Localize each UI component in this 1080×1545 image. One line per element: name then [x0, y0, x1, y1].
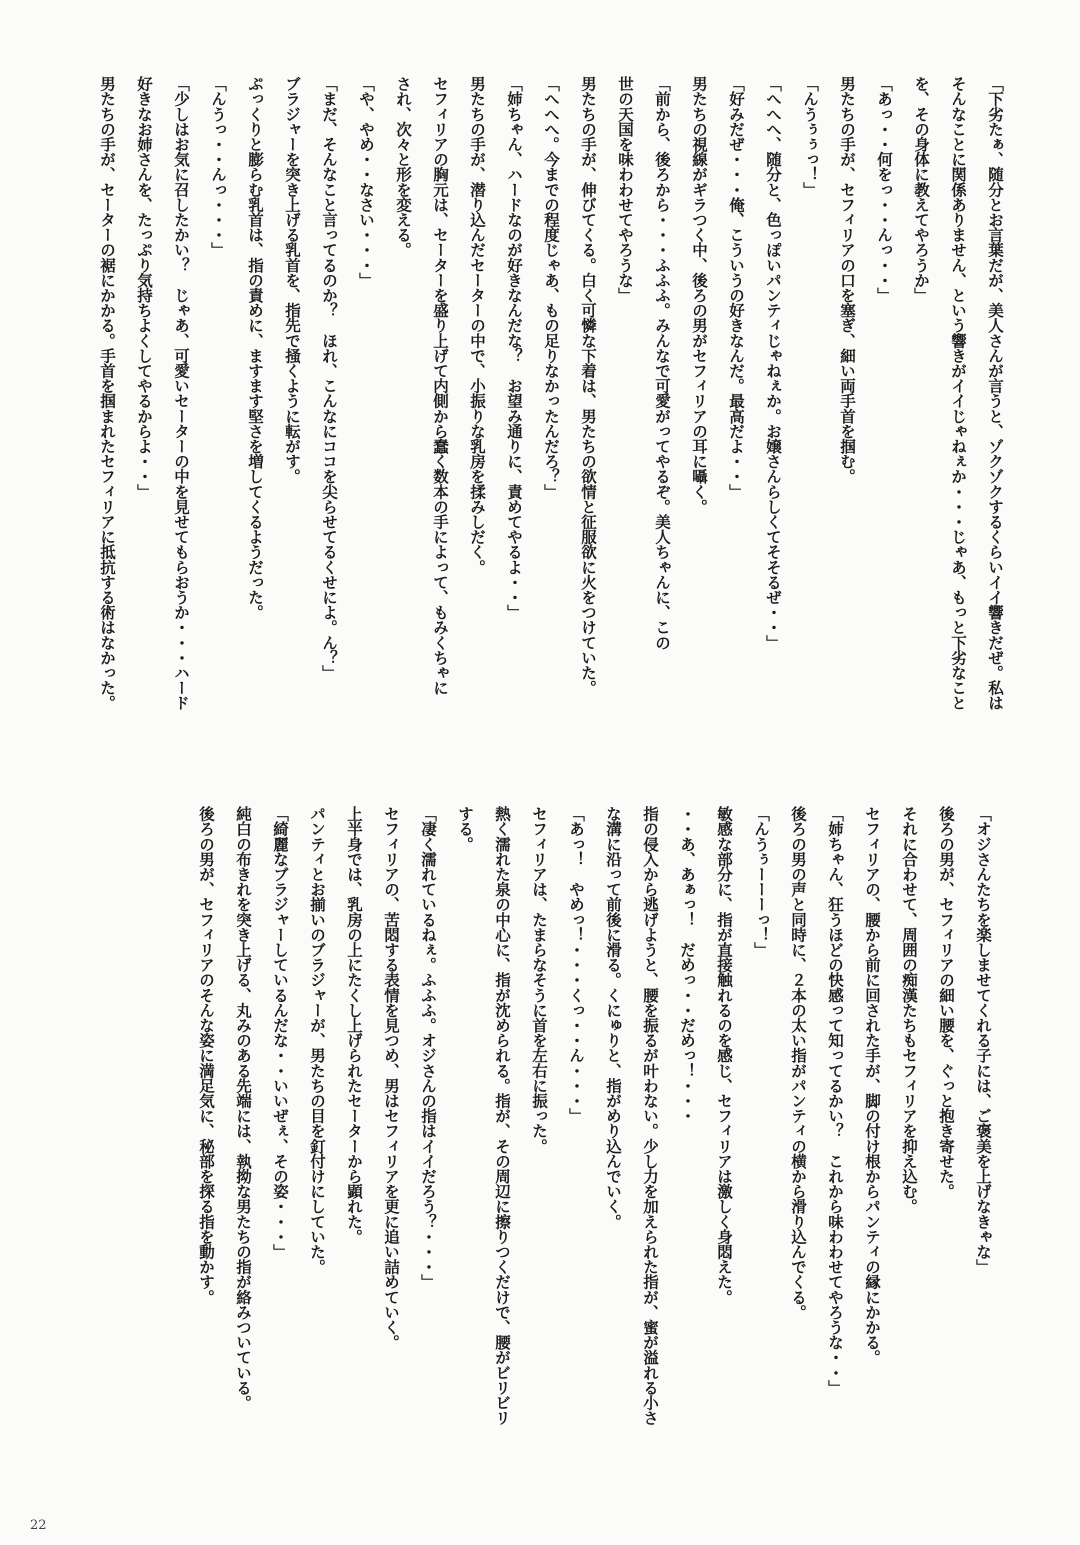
- text-column: セフィリアの、苦悶する表情を見つめ、男はセフィリアを更に追い詰めていく。: [382, 806, 401, 1350]
- text-column: それに合わせて、周囲の痴漢たちもセフィリアを抑え込む。: [900, 806, 919, 1214]
- text-column: 「まだ、そんなこと言ってるのか？ ほれ、こんなにココを尖らせてるくせによ。ん？」: [320, 76, 339, 681]
- text-column: を、その身体に教えてやろうか」: [912, 76, 931, 303]
- text-column: 「へへへ。今までの程度じゃあ、もの足りなかったんだろ？」: [542, 76, 561, 499]
- text-column: 男たちの視線がギラつく中、後ろの男がセフィリアの耳に囁く。: [690, 76, 709, 514]
- text-column: ぷっくりと膨らむ乳首は、指の責めに、ますます堅さを増してくるようだった。: [246, 76, 265, 620]
- text-column: され、次々と形を変える。: [394, 76, 413, 258]
- text-column: 世の天国を味わわせてやろうな」: [616, 76, 635, 303]
- text-column: 「綺麗なブラジャーしているんだな・・いいぜぇ、その姿・・・」: [271, 806, 290, 1260]
- text-column: 「姉ちゃん、ハードなのが好きなんだな？ お望み通りに、責めてやるよ・・」: [505, 76, 524, 620]
- text-column: 男たちの手が、伸びてくる。白く可憐な下着は、男たちの欲情と征服欲に火をつけていた。: [579, 76, 598, 696]
- text-column: 「んうぅーーーっ！」: [752, 806, 771, 958]
- text-column: セフィリアの、腰から前に回された手が、脚の付け根からパンティの縁にかかる。: [863, 806, 882, 1365]
- text-column: ・・あ、あぁっ！ だめっ・・だめっ！・・・: [678, 806, 697, 1124]
- upper-text-block: [89, 76, 1014, 776]
- lower-text-block: [188, 806, 1002, 1496]
- text-column: 「んうっ・・んっ・・・」: [209, 76, 228, 258]
- text-column: 「少しはお気に召したかい？ じゃあ、可愛いセーターの中を見せてもらおうか・・・ハード: [172, 76, 191, 711]
- text-column: 熱く濡れた泉の中心に、指が沈められる。指が、その周辺に擦りつくだけで、腰がビリビリ: [493, 806, 512, 1426]
- text-column: な溝に沿って前後に滑る。くにゅりと、指がめり込んでいく。: [604, 806, 623, 1229]
- text-column: 後ろの男の声と同時に、２本の太い指がパンティの横から滑り込んでくる。: [789, 806, 808, 1320]
- text-column: 「下劣たぁ、随分とお言葉だが、美人さんが言うと、ゾクゾクするくらいイイ響きだぜ。私は: [986, 76, 1005, 711]
- text-column: する。: [456, 806, 475, 852]
- text-column: 敏感な部分に、指が直接触れるのを感じ、セフィリアは激しく身悶えた。: [715, 806, 734, 1305]
- text-column: 指の侵入から逃げようと、腰を振るが叶わない。少し力を加えられた指が、蜜が溢れる小さ: [641, 806, 660, 1426]
- text-column: そんなことに関係ありません、という響きがイイじゃねぇか・・・じゃあ、もっと下劣なこと: [949, 76, 968, 711]
- text-column: 男たちの手が、潜り込んだセーターの中で、小振りな乳房を揉みしだく。: [468, 76, 487, 575]
- text-column: ブラジャーを突き上げる乳首を、指先で掻くように転がす。: [283, 76, 302, 484]
- text-column: 「前から、後ろから・・・ふふふ。みんなで可愛がってやるぞ。美人ちゃんに、この: [653, 76, 672, 650]
- text-column: 純白の布きれを突き上げる、丸みのある先端には、執拗な男たちの指が絡みついている。: [234, 806, 253, 1411]
- text-column: セフィリアの胸元は、セーターを盛り上げて内側から蠢く数本の手によって、もみくちゃに: [431, 76, 450, 696]
- text-column: セフィリアは、たまらなそうに首を左右に振った。: [530, 806, 549, 1154]
- text-column: 好きなお姉さんを、たっぷり気持ちよくしてやるからよ・・」: [135, 76, 154, 499]
- text-column: 後ろの男が、セフィリアのそんな姿に満足気に、秘部を探る指を動かす。: [197, 806, 216, 1305]
- text-column: 「んうぅぅっ！」: [801, 76, 820, 197]
- text-column: 上半身では、乳房の上にたくし上げられたセーターから顕れた。: [345, 806, 364, 1244]
- text-column: 男たちの手が、セフィリアの口を塞ぎ、細い両手首を掴む。: [838, 76, 857, 484]
- text-column: 後ろの男が、セフィリアの細い腰を、ぐっと抱き寄せた。: [937, 806, 956, 1199]
- text-column: 「や、やめ・・なさい・・・」: [357, 76, 376, 288]
- text-column: 「姉ちゃん、狂うほどの快感って知ってるかい？ これから味わわせてやろうな・・」: [826, 806, 845, 1395]
- text-column: 「好みだぜ・・・俺、こういうの好きなんだ。最高だよ・・」: [727, 76, 746, 499]
- text-column: 「凄く濡れているねぇ。ふふふ。オジさんの指はイイだろう？・・・」: [419, 806, 438, 1290]
- text-column: 男たちの手が、セーターの裾にかかる。手首を掴まれたセフィリアに抵抗する術はなかった。: [98, 76, 117, 711]
- page-number: 22: [30, 1518, 47, 1533]
- text-column: 「あっ！ やめっ！・・・くっ・・ん・・・」: [567, 806, 586, 1124]
- text-column: 「あっ・・何をっ・・んっ・・」: [875, 76, 894, 303]
- text-column: 「へへへ、随分と、色っぽいパンティじゃねぇか。お嬢さんらしくてそそるぜ・・」: [764, 76, 783, 650]
- text-column: 「オジさんたちを楽しませてくれる子には、ご褒美を上げなきゃな」: [974, 806, 993, 1275]
- text-column: パンティとお揃いのブラジャーが、男たちの目を釘付けにしていた。: [308, 806, 327, 1275]
